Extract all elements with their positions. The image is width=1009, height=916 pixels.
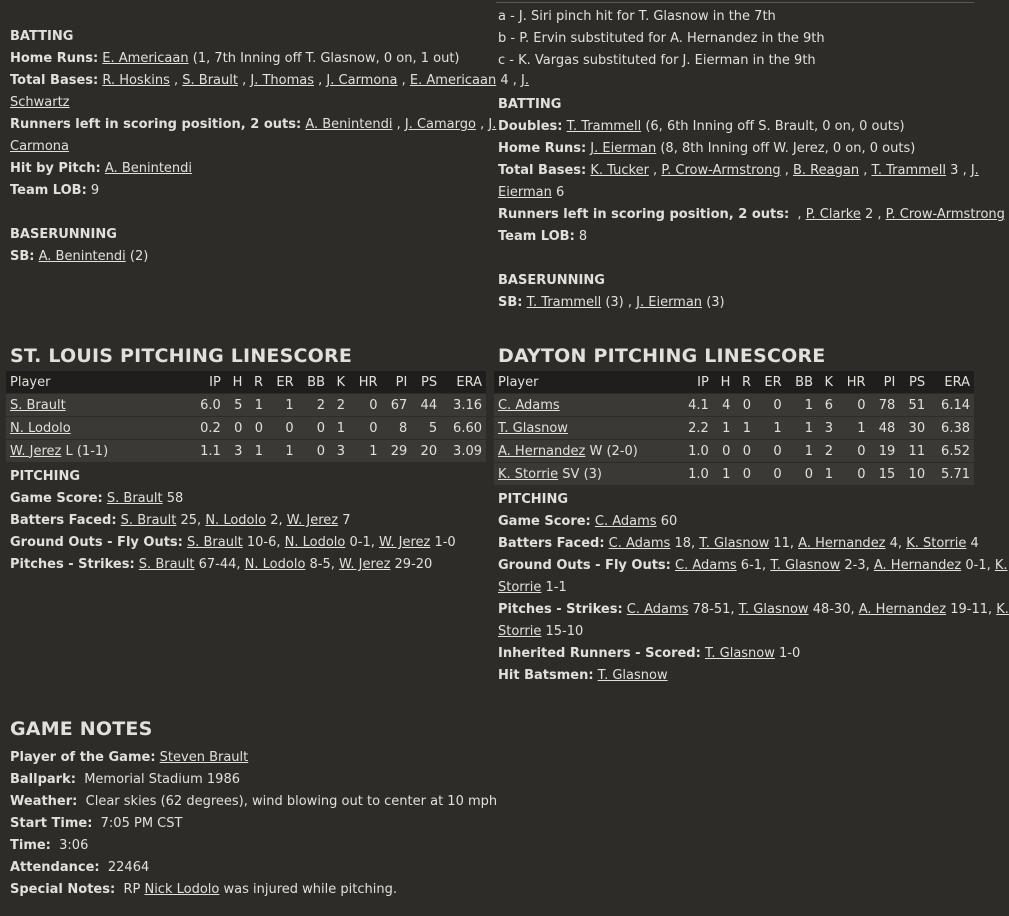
- potg: Player of the Game: Steven Brault: [10, 750, 249, 765]
- player-link[interactable]: P. Clarke: [805, 207, 861, 222]
- player-link[interactable]: J.: [521, 73, 530, 88]
- right-home-runs: Home Runs: J. Eierman (8, 8th Inning off W. Jerez, 0 on, 0 outs): [498, 141, 916, 156]
- left-pitching-table: [6, 371, 486, 462]
- player-link[interactable]: J.: [970, 163, 979, 178]
- col-era: ERA: [929, 371, 974, 394]
- ballpark: Ballpark: Memorial Stadium 1986: [10, 772, 240, 787]
- right-inherited: Inherited Runners - Scored: T. Glasnow 1-0: [498, 646, 801, 661]
- player-link[interactable]: W. Jerez: [378, 535, 431, 550]
- player-link[interactable]: E. Americaan: [102, 51, 189, 66]
- sub-note-b: b - P. Ervin substituted for A. Hernandez in the 9th: [498, 31, 825, 46]
- right-rlisp: Runners left in scoring position, 2 outs: , P. Clarke 2 , P. Crow-Armstrong: [498, 207, 1005, 222]
- start-time: Start Time: 7:05 PM CST: [10, 816, 183, 831]
- player-link[interactable]: S. Brault: [138, 557, 195, 572]
- col-ip: IP: [190, 371, 225, 394]
- right-sb: SB: T. Trammell (3) , J. Eierman (3): [498, 295, 725, 310]
- left-baserunning-title: BASERUNNING: [10, 227, 117, 242]
- player-link[interactable]: K. Storrie: [498, 466, 559, 482]
- right-batting-title: BATTING: [498, 97, 562, 112]
- table-row: S. Brault 6.0 5 1 1 2 2 0 67 44 3.16: [6, 394, 486, 417]
- player-link[interactable]: T. Glasnow: [738, 602, 809, 617]
- left-total-bases: Total Bases: R. Hoskins , S. Brault , J. Thomas , J. Carmona , E. Americaan 4 , J.: [10, 73, 530, 88]
- right-pitching-linescore-title: DAYTON PITCHING LINESCORE: [498, 345, 826, 367]
- player-link[interactable]: T. Trammell: [566, 119, 642, 134]
- top-divider: [496, 2, 974, 3]
- right-total-bases: Total Bases: K. Tucker , P. Crow-Armstrong , B. Reagan , T. Trammell 3 , J.: [498, 163, 979, 178]
- col-ip: IP: [678, 371, 713, 394]
- table-row: K. Storrie SV (3) 1.0 1 0 0 0 1 0 15 10 5.71: [494, 463, 974, 486]
- col-er: ER: [267, 371, 298, 394]
- player-link[interactable]: P. Crow-Armstrong: [885, 207, 1005, 222]
- player-link[interactable]: R. Hoskins: [102, 73, 170, 88]
- player-link[interactable]: K.: [994, 558, 1008, 573]
- col-pi: PI: [382, 371, 412, 394]
- player-link[interactable]: Storrie: [498, 624, 542, 639]
- left-hbp: Hit by Pitch: A. Benintendi: [10, 161, 193, 176]
- player-link[interactable]: Schwartz: [10, 95, 70, 110]
- right-doubles: Doubles: T. Trammell (6, 6th Inning off S. Brault, 0 on, 0 outs): [498, 119, 905, 134]
- right-pitches-strikes-cont: Storrie 15-10: [498, 624, 584, 639]
- player-link[interactable]: C. Adams: [594, 514, 657, 529]
- player-link[interactable]: Storrie: [498, 580, 542, 595]
- left-game-score: Game Score: S. Brault 58: [10, 491, 184, 506]
- player-link[interactable]: S. Brault: [120, 513, 177, 528]
- game-notes-title: GAME NOTES: [10, 718, 153, 740]
- player-link[interactable]: C. Adams: [626, 602, 689, 617]
- col-player: Player: [6, 371, 190, 394]
- player-link[interactable]: A. Hernandez: [858, 602, 947, 617]
- left-batting-title: BATTING: [10, 29, 74, 44]
- right-pitches-strikes: Pitches - Strikes: C. Adams 78-51, T. Glasnow 48-30, A. Hernandez 19-11, K.: [498, 602, 1009, 617]
- right-go-fo-cont: Storrie 1-1: [498, 580, 567, 595]
- player-link[interactable]: A. Hernandez: [798, 536, 886, 551]
- right-go-fo: Ground Outs - Fly Outs: C. Adams 6-1, T. Glasnow 2-3, A. Hernandez 0-1, K.: [498, 558, 1008, 573]
- player-link[interactable]: S. Brault: [182, 73, 238, 88]
- col-hr: HR: [837, 371, 870, 394]
- col-bb: BB: [786, 371, 817, 394]
- player-link[interactable]: E. Americaan: [409, 73, 497, 88]
- table-row: A. Hernandez W (2-0) 1.0 0 0 0 1 2 0 19 11 6.52: [494, 440, 974, 463]
- player-link[interactable]: Carmona: [10, 139, 69, 154]
- player-link[interactable]: J. Camargo: [404, 117, 476, 132]
- attendance: Attendance: 22464: [10, 860, 150, 875]
- player-link[interactable]: A. Benintendi: [305, 117, 393, 132]
- player-link[interactable]: T. Glasnow: [498, 420, 568, 436]
- col-er: ER: [755, 371, 786, 394]
- right-hit-batsmen: Hit Batsmen: T. Glasnow: [498, 668, 668, 683]
- left-pitching-title: PITCHING: [10, 469, 81, 484]
- special-notes: Special Notes: RP Nick Lodolo was injured while pitching.: [10, 882, 397, 897]
- col-h: H: [713, 371, 735, 394]
- table-row: C. Adams 4.1 4 0 0 1 6 0 78 51 6.14: [494, 394, 974, 417]
- col-era: ERA: [441, 371, 486, 394]
- left-sb: SB: A. Benintendi (2): [10, 249, 149, 264]
- left-go-fo: Ground Outs - Fly Outs: S. Brault 10-6, N. Lodolo 0-1, W. Jerez 1-0: [10, 535, 456, 550]
- game-time: Time: 3:06: [10, 838, 89, 853]
- table-row: T. Glasnow 2.2 1 1 1 1 3 1 48 30 6.38: [494, 417, 974, 440]
- player-link[interactable]: S. Brault: [10, 397, 66, 413]
- sub-note-c: c - K. Vargas substituted for J. Eierman in the 9th: [498, 53, 816, 68]
- player-link[interactable]: W. Jerez: [10, 443, 62, 459]
- player-link[interactable]: A. Hernandez: [873, 558, 962, 573]
- col-ps: PS: [411, 371, 441, 394]
- player-link[interactable]: T. Glasnow: [704, 646, 775, 661]
- right-total-bases-cont: Eierman 6: [498, 185, 565, 200]
- player-link[interactable]: J. Eierman: [590, 141, 657, 156]
- table-row: W. Jerez L (1-1) 1.1 3 1 1 0 3 1 29 20 3.09: [6, 440, 486, 463]
- col-bb: BB: [298, 371, 329, 394]
- left-home-runs: Home Runs: E. Americaan (1, 7th Inning off T. Glasnow, 0 on, 1 out): [10, 51, 460, 66]
- player-link[interactable]: T. Trammell: [526, 295, 602, 310]
- left-rlisp-cont: [10, 136, 69, 158]
- col-r: R: [734, 371, 755, 394]
- player-link[interactable]: S. Brault: [187, 535, 243, 550]
- player-link[interactable]: T. Glasnow: [597, 668, 668, 683]
- sub-note-a: a - J. Siri pinch hit for T. Glasnow in the 7th: [498, 9, 776, 24]
- player-link[interactable]: T. Glasnow: [770, 558, 841, 573]
- table-header-row: [6, 371, 486, 394]
- player-link[interactable]: N. Lodolo: [284, 535, 346, 550]
- right-lob: Team LOB: 8: [498, 229, 588, 244]
- table-header-row: [494, 371, 974, 394]
- player-link[interactable]: C. Adams: [675, 558, 737, 573]
- player-link[interactable]: P. Crow-Armstrong: [661, 163, 781, 178]
- player-link[interactable]: T. Glasnow: [699, 536, 770, 551]
- player-link[interactable]: K. Tucker: [590, 163, 649, 178]
- col-player: Player: [494, 371, 678, 394]
- col-ps: PS: [899, 371, 929, 394]
- player-link[interactable]: A. Benintendi: [38, 249, 126, 264]
- col-k: K: [329, 371, 349, 394]
- player-link[interactable]: C. Adams: [498, 397, 560, 413]
- player-link[interactable]: N. Lodolo: [244, 557, 306, 572]
- right-pitching-table: [494, 371, 974, 485]
- player-link[interactable]: J.: [488, 117, 497, 132]
- player-link[interactable]: Eierman: [498, 185, 552, 200]
- player-link[interactable]: B. Reagan: [793, 163, 860, 178]
- left-pitches-strikes: Pitches - Strikes: S. Brault 67-44, N. Lodolo 8-5, W. Jerez 29-20: [10, 557, 433, 572]
- player-link[interactable]: N. Lodolo: [10, 420, 71, 436]
- right-game-score: Game Score: C. Adams 60: [498, 514, 678, 529]
- player-link[interactable]: S. Brault: [106, 491, 163, 506]
- player-link[interactable]: J. Carmona: [326, 73, 398, 88]
- player-link[interactable]: Nick Lodolo: [144, 882, 220, 897]
- left-total-bases-cont: [10, 92, 70, 114]
- col-hr: HR: [349, 371, 382, 394]
- left-pitching-linescore-title: ST. LOUIS PITCHING LINESCORE: [10, 345, 352, 367]
- col-k: K: [817, 371, 837, 394]
- player-link[interactable]: T. Trammell: [871, 163, 947, 178]
- weather: Weather: Clear skies (62 degrees), wind blowing out to center at 10 mph: [10, 794, 498, 809]
- player-link[interactable]: J. Thomas: [250, 73, 315, 88]
- player-link[interactable]: K. Storrie: [906, 536, 967, 551]
- col-pi: PI: [870, 371, 900, 394]
- player-link[interactable]: A. Benintendi: [104, 161, 193, 176]
- table-row: N. Lodolo 0.2 0 0 0 0 1 0 8 5 6.60: [6, 417, 486, 440]
- right-batters-faced: Batters Faced: C. Adams 18, T. Glasnow 11, A. Hernandez 4, K. Storrie 4: [498, 536, 979, 551]
- player-link[interactable]: N. Lodolo: [205, 513, 267, 528]
- player-link[interactable]: Steven Brault: [159, 750, 249, 765]
- left-rlisp: Runners left in scoring position, 2 outs: A. Benintendi , J. Camargo , J.: [10, 117, 497, 132]
- left-batters-faced: Batters Faced: S. Brault 25, N. Lodolo 2, W. Jerez 7: [10, 513, 351, 528]
- right-baserunning-title: BASERUNNING: [498, 273, 605, 288]
- col-h: H: [225, 371, 247, 394]
- col-r: R: [246, 371, 267, 394]
- player-link[interactable]: K.: [996, 602, 1009, 617]
- player-link[interactable]: C. Adams: [608, 536, 671, 551]
- right-pitching-title: PITCHING: [498, 492, 569, 507]
- player-link[interactable]: W. Jerez: [286, 513, 339, 528]
- player-link[interactable]: J. Eierman: [636, 295, 703, 310]
- player-link[interactable]: W. Jerez: [339, 557, 391, 572]
- player-link[interactable]: A. Hernandez: [498, 443, 586, 459]
- left-lob: Team LOB: 9: [10, 183, 100, 198]
